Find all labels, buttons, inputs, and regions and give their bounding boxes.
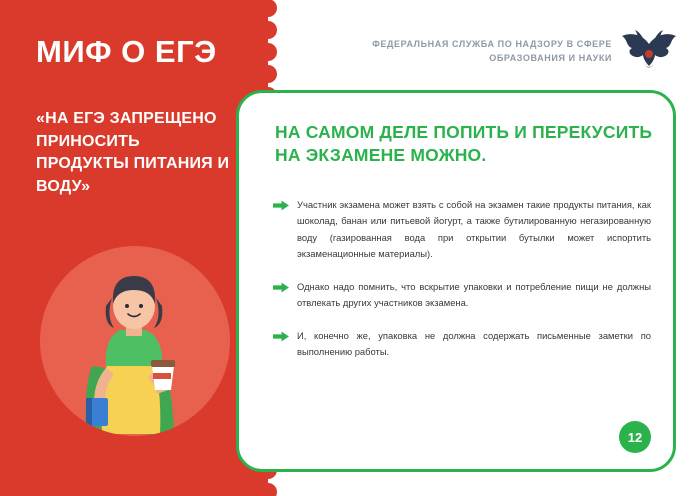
illustration-circle: [40, 246, 230, 436]
double-headed-eagle-emblem-icon: [618, 26, 680, 72]
list-item: [273, 328, 651, 361]
page-title: МИФ О ЕГЭ: [36, 34, 217, 69]
list-item-text: И, конечно же, упаковка не должна содержать письменные заметки по выполнению работы.: [297, 329, 651, 358]
content-box: [236, 90, 676, 472]
bullet-list: [273, 197, 651, 361]
arrow-right-icon: [273, 200, 289, 211]
myth-quote: «НА ЕГЭ ЗАПРЕЩЕНО ПРИНОСИТЬ ПРОДУКТЫ ПИТАНИЯ И ВОДУ»: [36, 110, 230, 196]
list-item-text: Участник экзамена может взять с собой на экзамен такие продукты питания, как шоколад, банан или питьевой йогурт, а также бутилированную негазированную воду (газированная вода при открытии бутылки может испортить экзаменационные материалы).: [297, 199, 651, 260]
header: [288, 0, 700, 96]
arrow-right-icon: [273, 331, 289, 342]
student-with-coffee-icon: [40, 246, 230, 436]
list-item: [273, 197, 651, 263]
list-item-text: Однако надо помнить, что вскрытие упаковки и потребление пищи не должны отвлекать других участников экзамена.: [297, 280, 651, 309]
page-number-badge: 12: [619, 421, 651, 453]
arrow-right-icon: [273, 282, 289, 293]
agency-name: ФЕДЕРАЛЬНАЯ СЛУЖБА ПО НАДЗОРУ В СФЕРЕ ОБРАЗОВАНИЯ И НАУКИ: [372, 39, 612, 63]
list-item: [273, 279, 651, 312]
lead-statement: НА САМОМ ДЕЛЕ ПОПИТЬ И ПЕРЕКУСИТЬ НА ЭКЗАМЕНЕ МОЖНО.: [275, 122, 653, 165]
left-red-panel: [0, 0, 268, 496]
